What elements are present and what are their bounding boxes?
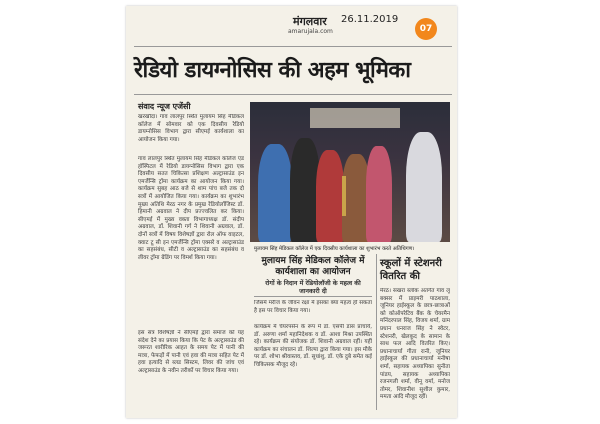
header-date: 26.11.2019 bbox=[341, 14, 399, 25]
article-paragraph-4: जिसमें मरीज के जीवन रक्षा में इसका क्या महत्व हो सकता है इस पर विचार किया गया। bbox=[254, 300, 372, 314]
subheading-workshop: मुलायम सिंह मेडिकल कॉलेज में कार्यशाला का आयोजन bbox=[261, 256, 365, 277]
header-site: amarujala.com bbox=[288, 28, 333, 35]
photo-caption: मुलायम सिंह मेडिकल कॉलेज में एक दिवसीय कार्यशाला का शुभारंभ करते अतिथिगण। bbox=[254, 246, 415, 252]
article-paragraph-3: इस सत्र विशेषज्ञों ने सीएमई द्वारा समाज को यह संदेश देने का प्रयास किया कि पेट के अल्ट्रासाउंड की जरूरत शारीरिक आहत के समय पेट में पानी की मात्रा, फेफड़ों में पानी एवं हवा की मात्रा सहित पेट में हवा इत्यादि से ब्लड सिस्टम, लिवर की जांच एवं अल्ट्रासाउंड के नवीन तरीकों पर विचार किया गया। bbox=[138, 330, 244, 374]
header-divider bbox=[134, 46, 452, 47]
column-divider bbox=[376, 254, 377, 410]
subheading-stationery: स्कूलों में स्टेशनरी वितरित की bbox=[380, 258, 442, 282]
article-paragraph-5: कार्यक्रम में चेयरपर्सन के रूप में डॉ. एसपी डास प्राचार्य, डॉ. अरुणा शर्मा महानिदेशक व डॉ. आशा मिश्रा उपस्थित रहे। कार्यक्रम की संयोजक डॉ. शिवानी अग्रवाल रहीं। यहीं कार्यक्रम का संचालन डॉ. शिल्पा द्वारा किया गया। इस मौके पर डॉ. शोभा श्रीवास्तव, डॉ. सुधांशु, डॉ. एके दुबे समेत कई चिकित्सक मौजूद रहे। bbox=[254, 324, 372, 368]
photo-banner bbox=[310, 108, 400, 128]
newspaper-clipping bbox=[126, 6, 457, 418]
byline: संवाद न्यूज एजेंसी bbox=[138, 102, 191, 111]
photo-person bbox=[366, 146, 392, 242]
subheading-line: रोगों के निदान में रेडियोलॉजी के महत्व की जानकारी दी bbox=[265, 280, 361, 295]
page-title: रेडियो डायग्नोसिस की अहम भूमिका bbox=[134, 58, 411, 83]
event-photo bbox=[250, 102, 450, 242]
photo-person bbox=[406, 132, 442, 242]
header-day: मंगलवार bbox=[293, 15, 327, 28]
photo-person bbox=[316, 150, 344, 242]
lamp-icon bbox=[342, 176, 346, 216]
subheading-divider bbox=[254, 296, 372, 297]
photo-person bbox=[258, 144, 292, 242]
headline-divider bbox=[134, 94, 452, 95]
article-paragraph-2: गांव लालपुर स्थित मुलायम सिंह मेडिकल कॉलेज एंड हॉस्पिटल में रेडियो डायग्नोसिस विभाग द्वारा एक दिवसीय सतत चिकित्सा प्रशिक्षण अल्ट्रासाउंड इन एमर्जेन्सि ट्रॉमा कार्यक्रम का आयोजन किया गया। कार्यक्रम सुबह आठ बजे से शाम पांच बजे तक दो सत्रों में आयोजित किया गया। कार्यक्रम का शुभारंभ मुख्य अतिथि मेरठ नगर के प्रमुख रेडियोलॉजिस्ट डॉ. हिमानी अग्रवाल ने दीप प्रज्ज्वलित कर किया। सीएमई में मुख्य वक्ता विभागाध्यक्ष डॉ. संदीप अग्रवाल, डॉ. शिवानी गर्ग ने शिवानी अग्रवाल, डॉ. दोनों सत्रों में विषय विशेषज्ञों द्वारा रोल ऑफ वाइटल, क्वाट टू सी इन एमर्जेन्सि ट्रॉमा एक्सरे व अल्ट्रासाउंड का सहसंबंध, सीटी व अल्ट्रासाउंड का सहसंबंध व लीवर ट्रॉमा ग्रेडिंग पर विमर्श किया गया। bbox=[138, 156, 244, 261]
article-paragraph-1: खरखौदा। गांव लालपुर स्थित मुलायम सिंह मेडिकल कॉलेज में सोमवार को एक दिवसीय रेडियो डायग्नोसिस विभाग द्वारा सीएमई कार्यशाला का आयोजन किया गया। bbox=[138, 114, 244, 143]
page-number-badge: 07 bbox=[415, 18, 437, 40]
article-paragraph-6: मेरठ। सखरा ब्लॉक अंतर्गत गांव लू बक्सर में प्राइमरी पाठशाला, जूनियर हाईस्कूल के छात्र-छात्राओं को कोऑपरेटिव बैंक के चेयरमैन मनिंदरपाल सिंह, विजय शर्मा, ग्राम प्रधान धनराज सिंह ने स्वेटर, स्टेशनरी, खेलकूद के सामान के साथ फल आदि वितरित किए। प्रधानाचार्या गीता रानी, जूनियर हाईस्कूल की प्रधानाचार्या मनीषा शर्मा, सहायक अध्यापिका सुनीता पांडय, सहायक अध्यापिका रजनगली शर्मा, वीनू वर्मा, मनोज तोमर, शिवानीश सुशील कुमार, ममता आदि मौजूद रहीं। bbox=[380, 288, 450, 401]
